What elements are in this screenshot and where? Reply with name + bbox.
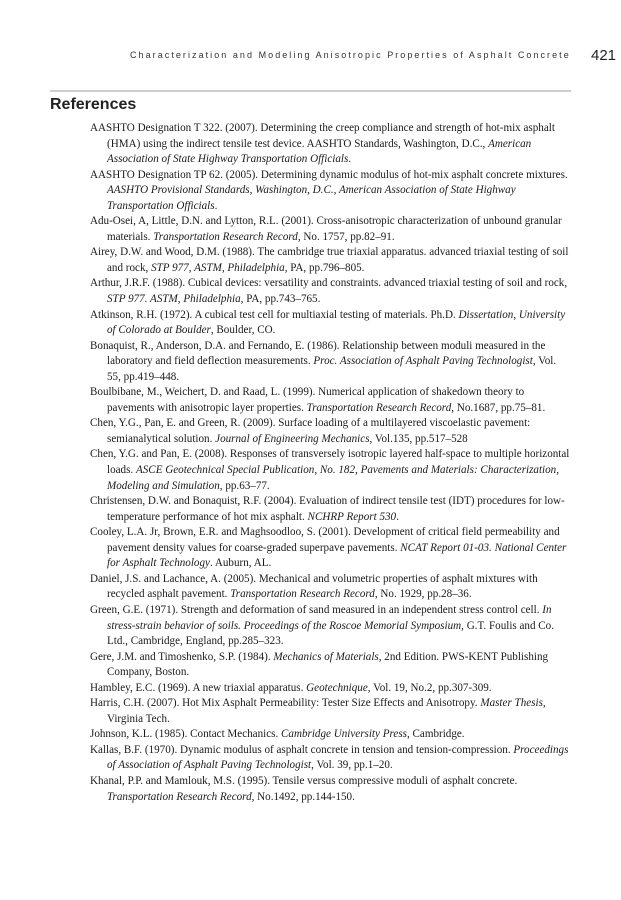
reference-item: Daniel, J.S. and Lachance, A. (2005). Mechanical and volumetric properties of asphalt mixtures with recycled asphalt pavement. Transportation Research Record, No. 1929, pp.28–36. [90, 572, 538, 601]
reference-item: Gere, J.M. and Timoshenko, S.P. (1984). Mechanics of Materials, 2nd Edition. PWS-KENT Publishing Company, Boston. [90, 650, 549, 679]
reference-item: Adu-Osei, A, Little, D.N. and Lytton, R.L. (2001). Cross-anisotropic characterization of unbound granular materials. Transportation Research Record, No. 1757, pp.82–91. [90, 215, 562, 243]
reference-item: Harris, C.H. (2007). Hot Mix Asphalt Permeability: Tester Size Effects and Anisotropy. Master Thesis, Virginia Tech. [90, 697, 546, 725]
reference-item: Bonaquist, R., Anderson, D.A. and Fernando, E. (1986). Relationship between moduli measured in the laboratory and field deflection measurements. Proc. Association of Asphalt Paving Technologist, Vol. 55, pp.419–448. [90, 339, 557, 383]
reference-item: Khanal, P.P. and Mamlouk, M.S. (1995). Tensile versus compressive moduli of asphalt concrete. Transportation Research Record, No.1492, pp.144-150. [90, 774, 518, 803]
page-number: 421 [591, 47, 617, 64]
reference-item: Kallas, B.F. (1970). Dynamic modulus of asphalt concrete in tension and tension-compression. Proceedings of Association of Asphalt Paving Technologist, Vol. 39, pp.1–20. [90, 743, 569, 772]
reference-item: Airey, D.W. and Wood, D.M. (1988). The cambridge true triaxial apparatus. advanced triaxial testing of soil and rock, STP 977, ASTM, Philadelphia, PA, pp.796–805. [90, 246, 569, 274]
reference-item: Atkinson, R.H. (1972). A cubical test cell for multiaxial testing of materials. Ph.D. Dissertation, University of Colorado at Boulder, Boulder, CO. [90, 308, 566, 337]
reference-item: Green, G.E. (1971). Strength and deformation of sand measured in an independent stress control cell. In stress-strain behavior of soils. Proceedings of the Roscoe Memorial Symposium, G.T. Foulis and Co. Ltd., Cambridge, England, pp.285–323. [90, 603, 555, 648]
reference-item: Johnson, K.L. (1985). Contact Mechanics. Cambridge University Press, Cambridge. [90, 728, 465, 741]
reference-list [90, 121, 570, 805]
reference-item: Boulbibane, M., Weichert, D. and Raad, L. (1999). Numerical application of shakedown theory to pavements with anisotropic layer properties. Transportation Research Record, No.1687, pp.75–81. [90, 386, 546, 414]
reference-item: Christensen, D.W. and Bonaquist, R.F. (2004). Evaluation of indirect tensile test (IDT) procedures for low-temperature performance of hot mix asphalt. NCHRP Report 530. [90, 495, 565, 523]
section-heading: References [50, 96, 137, 113]
reference-item: Hambley, E.C. (1969). A new triaxial apparatus. Geotechnique, Vol. 19, No.2, pp.307-309. [90, 681, 492, 694]
header-rule [50, 90, 571, 92]
running-head-title: Characterization and Modeling Anisotropic Properties of Asphalt Concrete [130, 50, 571, 60]
reference-item: Arthur, J.R.F. (1988). Cubical devices: versatility and constraints. advanced triaxial testing of soil and rock, STP 977. ASTM, Philadelphia, PA, pp.743–765. [90, 277, 568, 306]
reference-item: Chen, Y.G., Pan, E. and Green, R. (2009). Surface loading of a multilayered viscoelastic pavement: semianalytical solution. Journal of Engineering Mechanics, Vol.135, pp.517–528 [90, 417, 531, 445]
reference-item: Cooley, L.A. Jr, Brown, E.R. and Maghsoodloo, S. (2001). Development of critical field permeability and pavement density values for coarse-graded superpave pavements. NCAT Report 01-03. National Center for Asphalt Technology. Auburn, AL. [90, 526, 567, 570]
reference-item: AASHTO Designation TP 62. (2005). Determining dynamic modulus of hot-mix asphalt concrete mixtures. AASHTO Provisional Standards, Washington, D.C., American Association of State Highway Transportation Officials. [90, 168, 568, 212]
reference-item: Chen, Y.G. and Pan, E. (2008). Responses of transversely isotropic layered half-space to multiple horizontal loads. ASCE Geotechnical Special Publication, No. 182, Pavements and Materials: Characterization, Modeling and Simulation, pp.63–77. [90, 448, 570, 492]
reference-item: AASHTO Designation T 322. (2007). Determining the creep compliance and strength of hot-mix asphalt (HMA) using the indirect tensile test device. AASHTO Standards, Washington, D.C., American Association of State Highway Transportation Officials. [90, 122, 555, 166]
